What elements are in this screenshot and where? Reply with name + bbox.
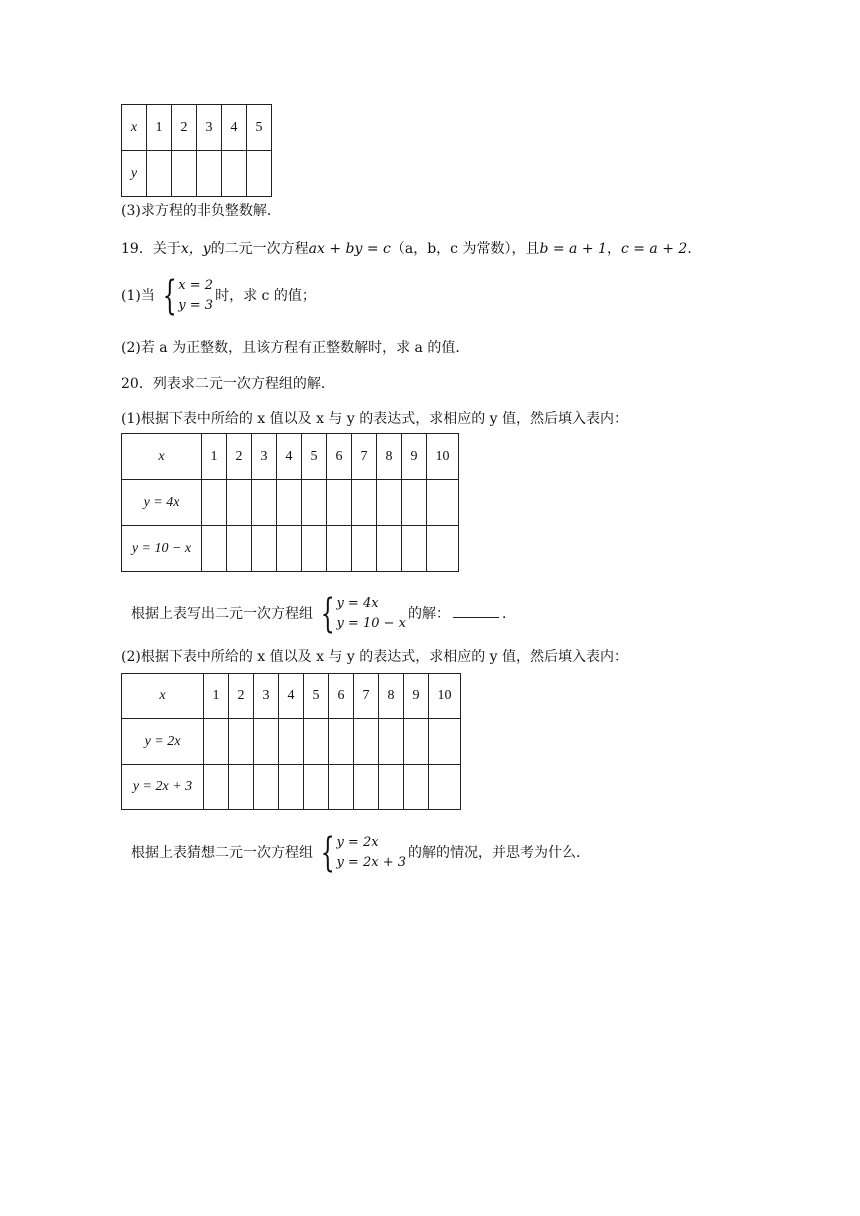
- equation-system: { y = 4x y = 10 − x: [320, 591, 406, 637]
- system-line: x = 2: [178, 278, 214, 293]
- table-cell: x: [122, 105, 147, 151]
- table-row: [122, 765, 461, 810]
- q19-part1: [121, 273, 316, 319]
- table-cell: 9: [402, 434, 427, 480]
- q19-vars: x，y: [180, 241, 211, 257]
- system-line: y = 2x: [336, 835, 379, 850]
- table-cell: 7: [354, 674, 379, 719]
- table-row: [122, 151, 272, 197]
- table-cell: y = 2x: [122, 719, 204, 765]
- answer-post: 的解：: [408, 606, 450, 622]
- table-cell: x: [122, 674, 204, 719]
- q20-part2: (2)根据下表中所给的 x 值以及 x 与 y 的表达式，求相应的 y 值，然后填入表内：: [121, 649, 629, 665]
- table-row: [122, 480, 459, 526]
- table-cell: 4: [222, 105, 247, 151]
- table-row: [122, 674, 461, 719]
- table-cell: 10: [427, 434, 459, 480]
- answer-period: ．: [502, 606, 516, 622]
- q19-mid: 的二元一次方程: [210, 241, 309, 257]
- system-line: y = 2x + 3: [336, 855, 406, 870]
- q19-equation: ax + by = c: [308, 241, 391, 257]
- table-cell: 2: [227, 434, 252, 480]
- table-cell: y = 2x + 3: [122, 765, 204, 810]
- q19-part1-pre: (1)当: [121, 288, 155, 304]
- table-cell: [172, 151, 197, 197]
- q19-cond2: c = a + 2: [620, 241, 688, 257]
- table-cell: [197, 151, 222, 197]
- table-cell: 6: [329, 674, 354, 719]
- table-cell: x: [122, 434, 202, 480]
- table-cell: 6: [327, 434, 352, 480]
- table-cell: 1: [202, 434, 227, 480]
- q18-part3: (3)求方程的非负整数解．: [121, 203, 281, 219]
- table-cell: 1: [147, 105, 172, 151]
- system-line: y = 4x: [336, 596, 379, 611]
- table-cell: [247, 151, 272, 197]
- table-top: [121, 104, 272, 197]
- table-cell: 5: [304, 674, 329, 719]
- answer-post: 的解的情况，并思考为什么．: [408, 845, 590, 861]
- q20-part2-answer: [131, 830, 590, 876]
- table-cell: 3: [197, 105, 222, 151]
- table-cell: 1: [204, 674, 229, 719]
- table-cell: [222, 151, 247, 197]
- table-cell: 8: [379, 674, 404, 719]
- q20-part1-answer: [131, 591, 516, 637]
- answer-pre: 根据上表猜想二元一次方程组: [131, 845, 313, 861]
- table-cell: [147, 151, 172, 197]
- table-q20-1: [121, 433, 459, 572]
- q19-lead: 19．关于: [121, 241, 181, 257]
- table-cell: y = 4x: [122, 480, 202, 526]
- answer-blank[interactable]: [453, 603, 499, 618]
- table-cell: 10: [429, 674, 461, 719]
- table-cell: y: [122, 151, 147, 197]
- q19-paren: （a，b，c 为常数），且: [390, 241, 540, 257]
- table-cell: 2: [229, 674, 254, 719]
- q19-cond1: b = a + 1: [539, 241, 607, 257]
- q20-part1: (1)根据下表中所给的 x 值以及 x 与 y 的表达式，求相应的 y 值，然后填入表内：: [121, 411, 629, 427]
- q19-part2: (2)若 a 为正整数，且该方程有正整数解时，求 a 的值．: [121, 340, 470, 356]
- table-cell: 9: [404, 674, 429, 719]
- q19-part1-post: 时，求 c 的值；: [215, 288, 316, 304]
- answer-pre: 根据上表写出二元一次方程组: [131, 606, 313, 622]
- table-cell: 2: [172, 105, 197, 151]
- equation-system: { x = 2 y = 3: [162, 273, 214, 319]
- table-cell: y = 10 − x: [122, 526, 202, 572]
- table-row: [122, 719, 461, 765]
- table-cell: 8: [377, 434, 402, 480]
- table-row: [122, 434, 459, 480]
- table-cell: 4: [279, 674, 304, 719]
- table-q20-2: [121, 673, 461, 810]
- table-cell: 7: [352, 434, 377, 480]
- q19-stem: 19．关于x，y的二元一次方程ax + by = c（a，b，c 为常数），且b = a + 1，c = a + 2．: [121, 241, 702, 257]
- q20-title: 20．列表求二元一次方程组的解．: [121, 376, 335, 392]
- table-cell: 3: [254, 674, 279, 719]
- table-cell: 5: [302, 434, 327, 480]
- table-row: [122, 526, 459, 572]
- system-line: y = 3: [178, 298, 214, 313]
- table-cell: 4: [277, 434, 302, 480]
- system-line: y = 10 − x: [336, 616, 406, 631]
- table-row: [122, 105, 272, 151]
- table-cell: 5: [247, 105, 272, 151]
- equation-system: { y = 2x y = 2x + 3: [320, 830, 406, 876]
- table-cell: 3: [252, 434, 277, 480]
